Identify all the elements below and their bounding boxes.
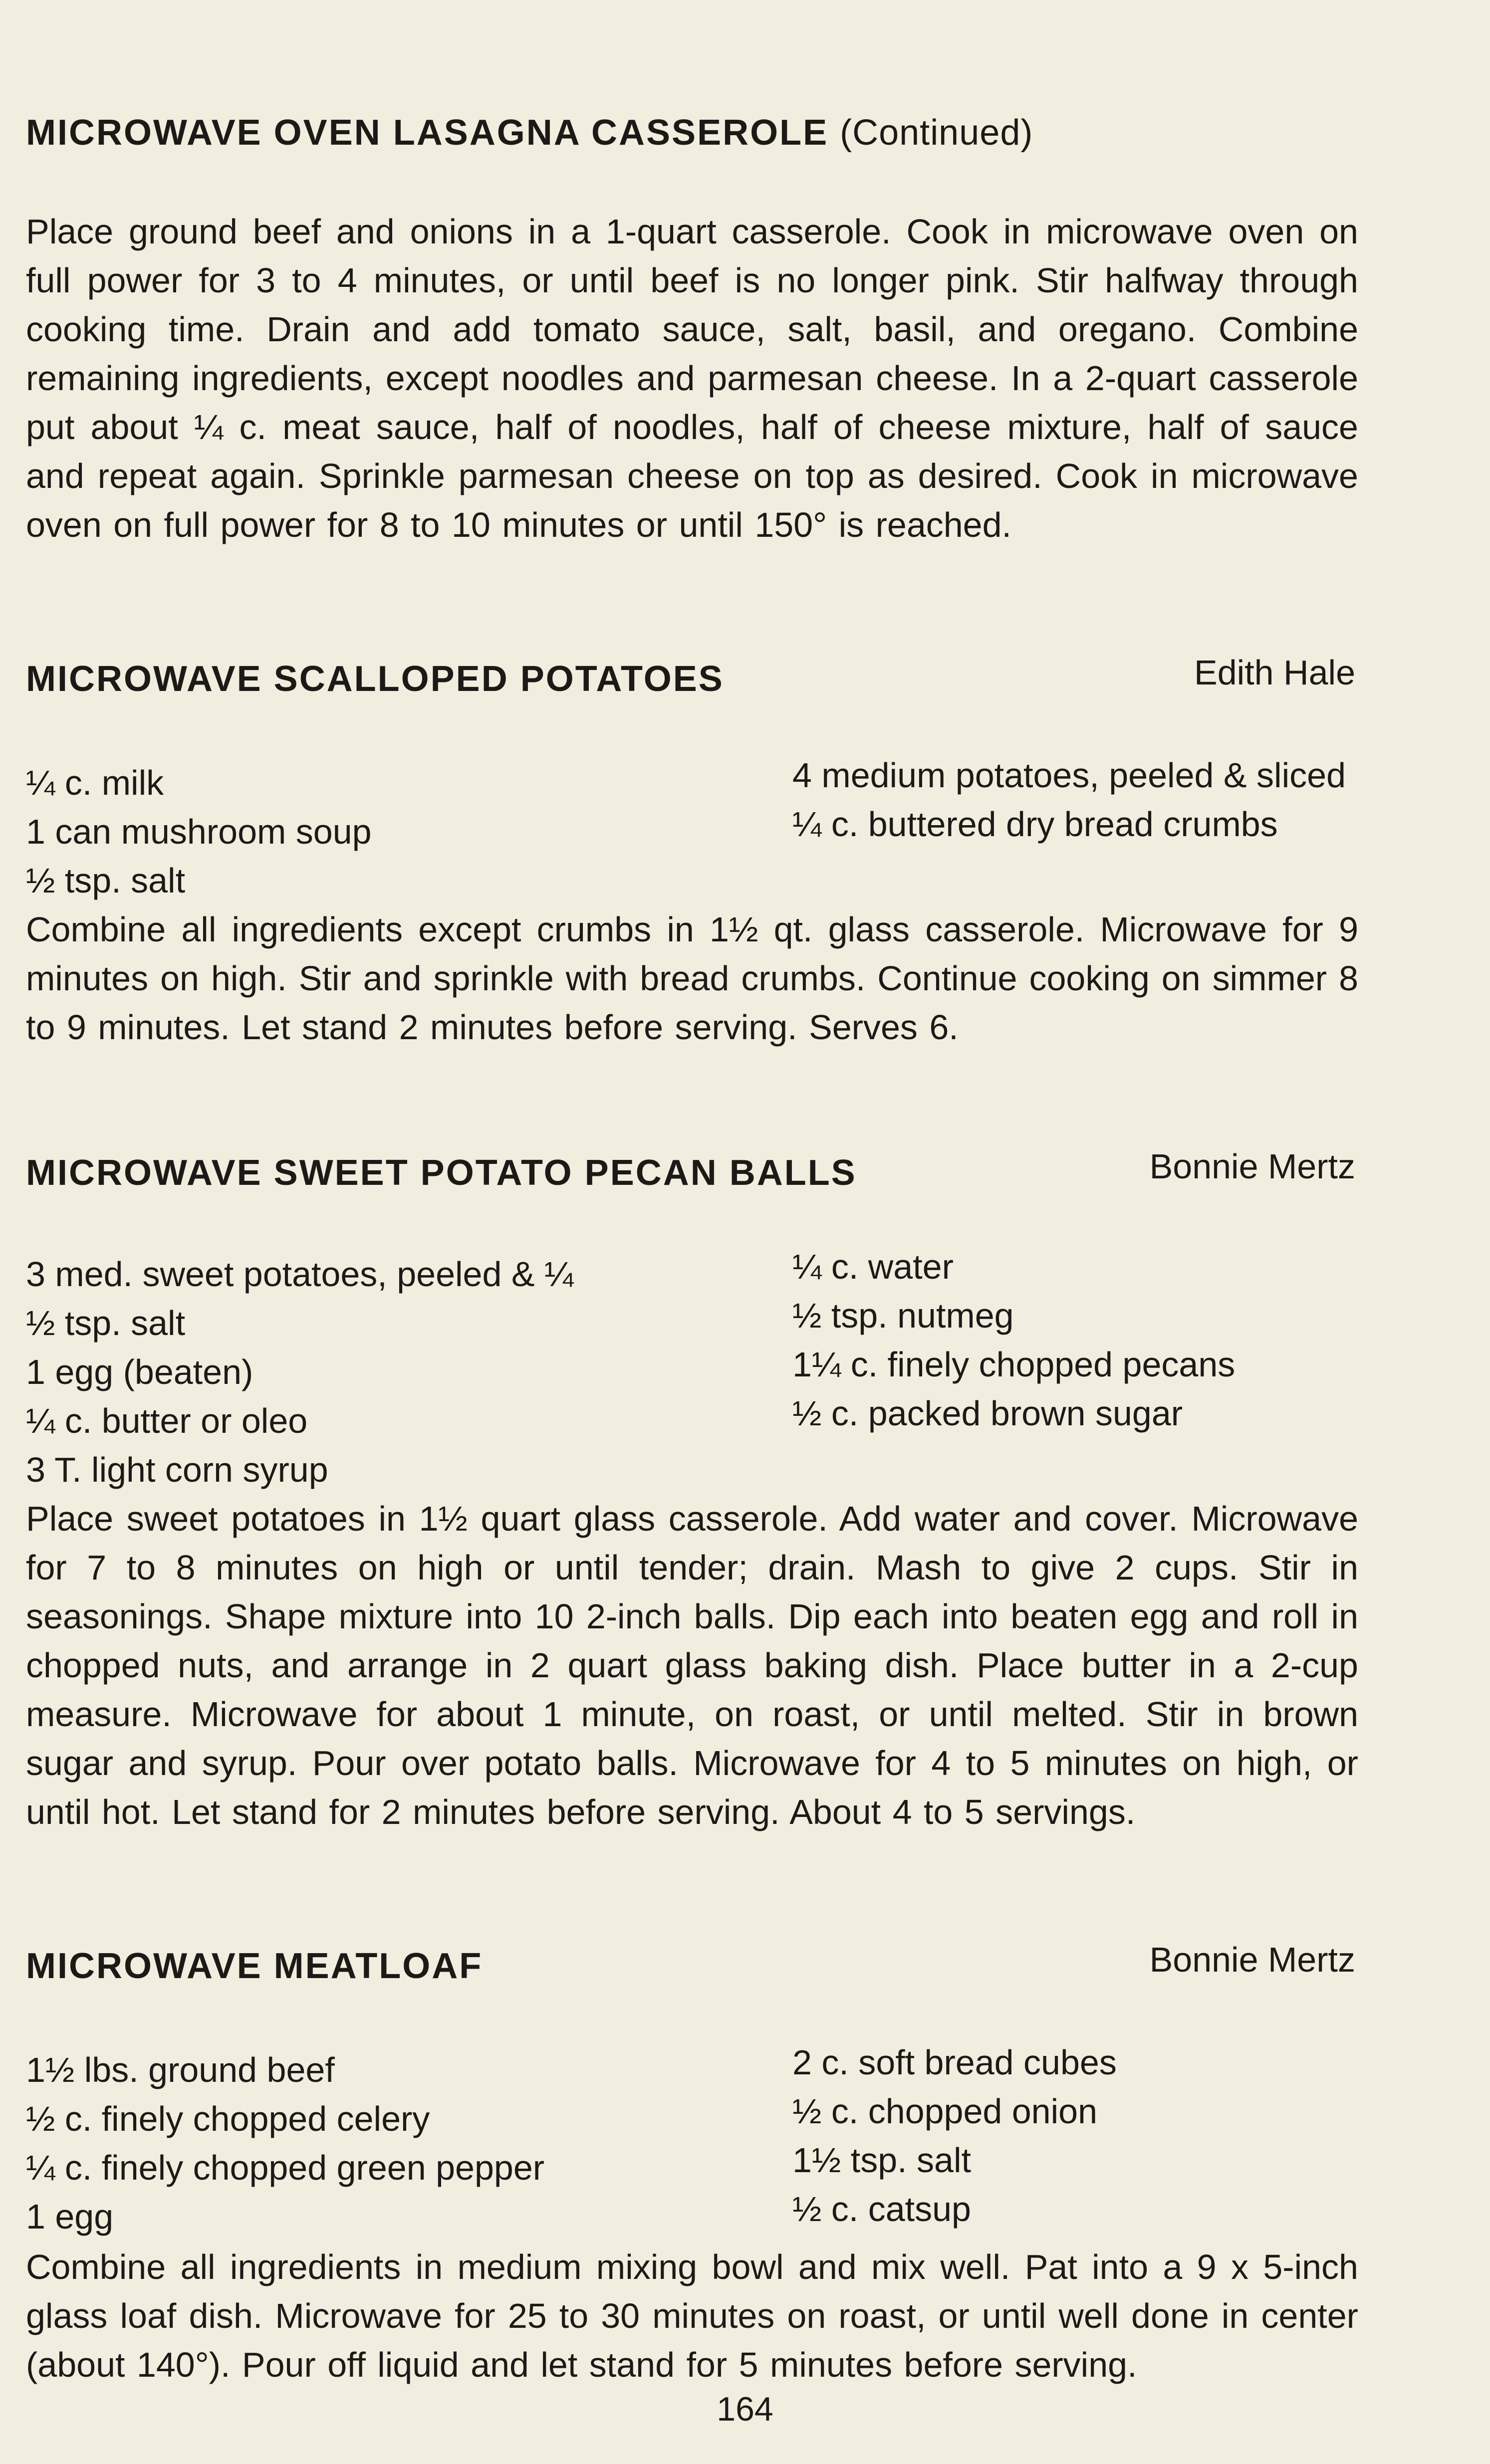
recipe-title-continued: (Continued): [840, 113, 1033, 153]
ingredient-item: ¼ c. buttered dry bread crumbs: [792, 805, 1278, 844]
ingredient-list-right: [792, 751, 1346, 849]
recipe-directions: Combine all ingredients in medium mixing bowl and mix well. Pat into a 9 x 5-inch glass loaf dish. Microwave for 25 to 30 minutes on roast, or until well done in center (about 140°). Pour off liquid and let stand for 5 minutes before serving.: [26, 2247, 1358, 2384]
recipe-title: [26, 112, 1033, 153]
ingredient-item: 1¼ c. finely chopped pecans: [792, 1345, 1236, 1384]
ingredient-list-left: [26, 1250, 573, 1494]
ingredient-item: 1½ tsp. salt: [792, 2141, 971, 2180]
recipe-author: Edith Hale: [1194, 653, 1355, 692]
recipe-title-text: MICROWAVE OVEN LASAGNA CASSEROLE: [26, 113, 829, 153]
ingredient-item: ½ c. chopped onion: [792, 2092, 1098, 2131]
ingredient-list-left: [26, 758, 372, 905]
page-number: 164: [717, 2390, 773, 2428]
ingredient-item: 3 med. sweet potatoes, peeled & ¼: [26, 1255, 574, 1294]
recipe-directions: Place ground beef and onions in a 1-quart casserole. Cook in microwave oven on full power for 3 to 4 minutes, or until beef is no longer pink. Stir halfway through cooking time. Drain and add tomato sauce, salt, basil, and oregano. Combine remaining ingredients, except noodles and parmesan cheese. In a 2-quart casserole put about ¼ c. meat sauce, half of noodles, half of cheese mixture, half of sauce and repeat again. Sprinkle parmesan cheese on top as desired. Cook in microwave oven on full power for 8 to 10 minutes or until 150° is reached.: [26, 212, 1358, 544]
ingredient-item: ¼ c. water: [792, 1247, 954, 1286]
ingredient-item: 1 egg (beaten): [26, 1352, 253, 1391]
ingredient-item: ½ tsp. salt: [26, 861, 186, 900]
ingredient-item: ¼ c. butter or oleo: [26, 1401, 308, 1440]
ingredient-item: ½ c. catsup: [792, 2190, 971, 2229]
ingredient-item: 1½ lbs. ground beef: [26, 2050, 335, 2089]
ingredient-item: ½ c. finely chopped celery: [26, 2099, 430, 2138]
recipe-author: Bonnie Mertz: [1149, 1940, 1355, 1979]
recipe-directions: Place sweet potatoes in 1½ quart glass casserole. Add water and cover. Microwave for 7 to 8 minutes on high or until tender; drain. Mash to give 2 cups. Stir in seasonings. Shape mixture into 10 2-inch balls. Dip each into beaten egg and roll in chopped nuts, and arrange in 2 quart glass baking dish. Place butter in a 2-cup measure. Microwave for about 1 minute, on roast, or until melted. Stir in brown sugar and syrup. Pour over potato balls. Microwave for 4 to 5 minutes on high, or until hot. Let stand for 2 minutes before serving. About 4 to 5 servings.: [26, 1499, 1358, 1831]
ingredient-list-left: [26, 2045, 544, 2241]
recipe-author: Bonnie Mertz: [1149, 1147, 1355, 1186]
recipe-title: MICROWAVE SWEET POTATO PECAN BALLS: [26, 1153, 857, 1193]
ingredient-item: 4 medium potatoes, peeled & sliced: [792, 756, 1346, 795]
ingredient-item: 3 T. light corn syrup: [26, 1450, 328, 1489]
ingredient-item: ¼ c. milk: [26, 763, 164, 802]
ingredient-list-right: [792, 1242, 1235, 1438]
ingredient-item: 2 c. soft bread cubes: [792, 2043, 1117, 2082]
ingredient-list-right: [792, 2038, 1117, 2234]
recipe-title: MICROWAVE SCALLOPED POTATOES: [26, 659, 724, 699]
ingredient-item: ¼ c. finely chopped green pepper: [26, 2148, 545, 2187]
ingredient-item: ½ c. packed brown sugar: [792, 1394, 1183, 1433]
ingredient-item: 1 can mushroom soup: [26, 812, 372, 851]
ingredient-item: ½ tsp. nutmeg: [792, 1296, 1014, 1335]
ingredient-item: 1 egg: [26, 2197, 114, 2236]
ingredient-item: ½ tsp. salt: [26, 1304, 186, 1343]
recipe-directions: Combine all ingredients except crumbs in 1½ qt. glass casserole. Microwave for 9 minutes on high. Stir and sprinkle with bread crumbs. Continue cooking on simmer 8 to 9 minutes. Let stand 2 minutes before serving. Serves 6.: [26, 910, 1358, 1047]
recipe-title: MICROWAVE MEATLOAF: [26, 1946, 483, 1986]
